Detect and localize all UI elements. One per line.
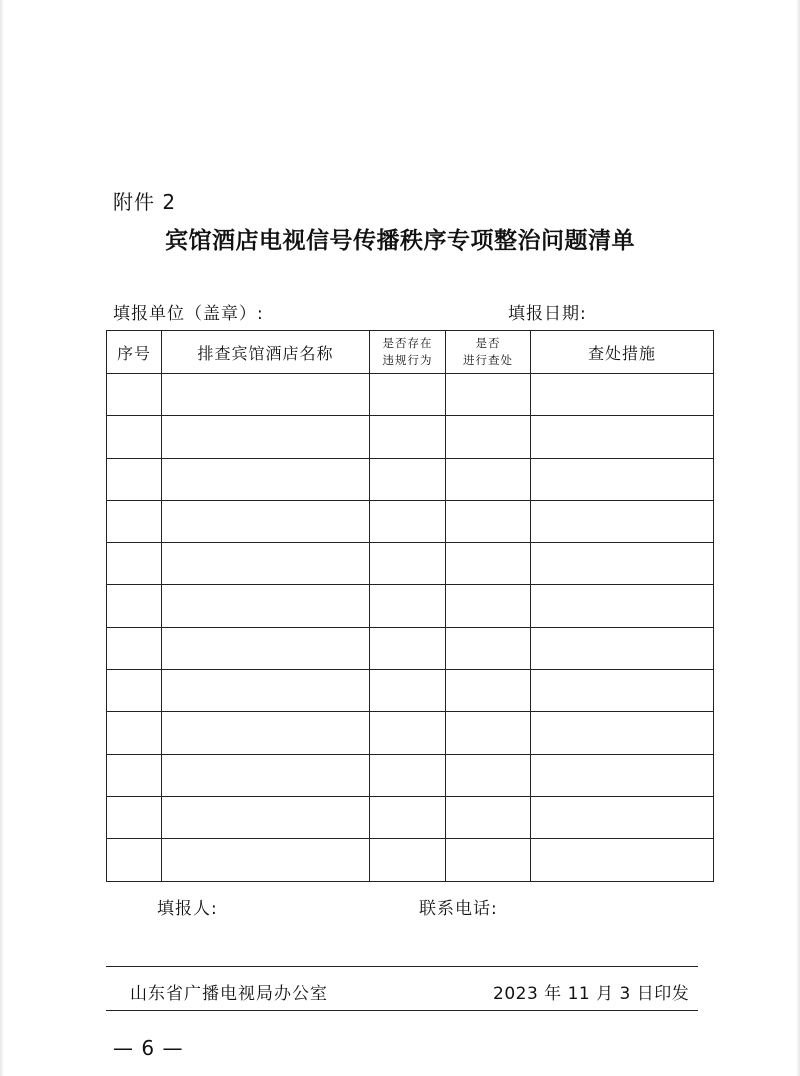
table-row: [107, 754, 714, 796]
table-row: [107, 416, 714, 458]
cell-measures: [531, 627, 714, 669]
cell-hotel-name: [162, 543, 370, 585]
cell-investigated: [446, 543, 531, 585]
issuing-office: 山东省广播电视局办公室: [130, 984, 328, 1004]
filler-label: 填报人:: [157, 899, 218, 919]
cell-hotel-name: [162, 374, 370, 416]
cell-measures: [531, 543, 714, 585]
cell-hotel-name: [162, 754, 370, 796]
cell-investigated: [446, 374, 531, 416]
cell-serial: [107, 754, 162, 796]
table-row: [107, 627, 714, 669]
table-row: [107, 796, 714, 838]
cell-measures: [531, 754, 714, 796]
cell-hotel-name: [162, 500, 370, 542]
issue-list-table: [106, 330, 714, 882]
table-row: [107, 585, 714, 627]
phone-label: 联系电话:: [419, 899, 498, 919]
page-edge-right: [796, 0, 800, 1076]
cell-measures: [531, 500, 714, 542]
cell-violation: [370, 670, 446, 712]
header-violation-line2: 违规行为: [382, 353, 433, 367]
cell-serial: [107, 500, 162, 542]
footer-rule-top: [106, 966, 698, 967]
issue-date: 2023 年 11 月 3 日印发: [493, 984, 690, 1004]
cell-hotel-name: [162, 839, 370, 881]
cell-measures: [531, 839, 714, 881]
cell-measures: [531, 374, 714, 416]
cell-measures: [531, 585, 714, 627]
cell-investigated: [446, 670, 531, 712]
footer-rule-bottom: [106, 1010, 698, 1011]
table-row: [107, 670, 714, 712]
cell-violation: [370, 712, 446, 754]
cell-investigated: [446, 712, 531, 754]
cell-violation: [370, 374, 446, 416]
cell-hotel-name: [162, 458, 370, 500]
cell-measures: [531, 712, 714, 754]
cell-violation: [370, 543, 446, 585]
header-serial: 序号: [107, 331, 162, 374]
table-row: [107, 839, 714, 881]
cell-investigated: [446, 458, 531, 500]
cell-serial: [107, 585, 162, 627]
cell-serial: [107, 627, 162, 669]
cell-serial: [107, 416, 162, 458]
cell-violation: [370, 416, 446, 458]
cell-hotel-name: [162, 670, 370, 712]
cell-violation: [370, 500, 446, 542]
table-row: [107, 458, 714, 500]
fill-date-label: 填报日期:: [508, 304, 587, 324]
cell-serial: [107, 670, 162, 712]
cell-violation: [370, 796, 446, 838]
header-measures: 查处措施: [531, 331, 714, 374]
cell-violation: [370, 839, 446, 881]
cell-violation: [370, 627, 446, 669]
fill-unit-label: 填报单位（盖章）:: [113, 304, 264, 324]
page-number: — 6 —: [113, 1036, 184, 1060]
header-violation: [370, 331, 446, 374]
header-investigated: [446, 331, 531, 374]
cell-investigated: [446, 754, 531, 796]
page-edge-left: [0, 0, 4, 1076]
cell-measures: [531, 670, 714, 712]
cell-serial: [107, 712, 162, 754]
cell-measures: [531, 458, 714, 500]
cell-hotel-name: [162, 627, 370, 669]
attachment-label: 附件 2: [113, 190, 177, 214]
table-row: [107, 374, 714, 416]
cell-measures: [531, 416, 714, 458]
cell-investigated: [446, 627, 531, 669]
table-body: [107, 374, 714, 882]
cell-investigated: [446, 796, 531, 838]
cell-investigated: [446, 500, 531, 542]
header-investigated-line2: 进行查处: [463, 353, 513, 367]
table-row: [107, 543, 714, 585]
header-investigated-line1: 是否: [475, 336, 501, 350]
document-title: 宾馆酒店电视信号传播秩序专项整治问题清单: [165, 228, 635, 254]
cell-serial: [107, 458, 162, 500]
cell-violation: [370, 458, 446, 500]
cell-investigated: [446, 585, 531, 627]
header-hotel-name: 排查宾馆酒店名称: [162, 331, 370, 374]
table-row: [107, 712, 714, 754]
cell-serial: [107, 839, 162, 881]
cell-measures: [531, 796, 714, 838]
table-row: [107, 500, 714, 542]
cell-serial: [107, 796, 162, 838]
cell-serial: [107, 543, 162, 585]
cell-investigated: [446, 416, 531, 458]
cell-hotel-name: [162, 585, 370, 627]
cell-violation: [370, 754, 446, 796]
cell-violation: [370, 585, 446, 627]
cell-hotel-name: [162, 416, 370, 458]
cell-hotel-name: [162, 712, 370, 754]
cell-hotel-name: [162, 796, 370, 838]
cell-investigated: [446, 839, 531, 881]
header-violation-line1: 是否存在: [382, 336, 433, 350]
table-header-row: [107, 331, 714, 374]
cell-serial: [107, 374, 162, 416]
